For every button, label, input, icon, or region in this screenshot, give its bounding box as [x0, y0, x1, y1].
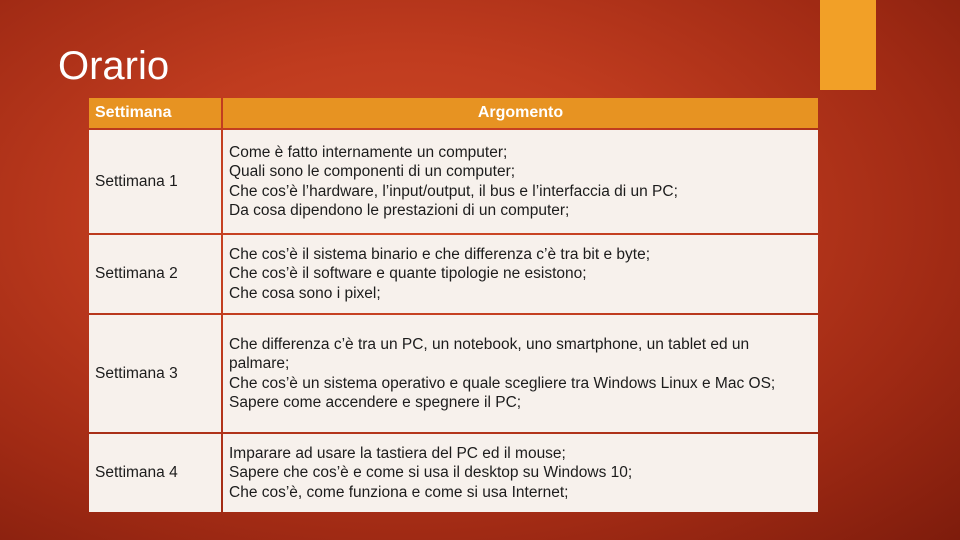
topic-line: Che cosa sono i pixel; — [229, 284, 381, 302]
topic-line: Sapere come accendere e spegnere il PC; — [229, 394, 522, 411]
header-topic: Argomento — [223, 98, 818, 128]
topic-line: Da cosa dipendono le prestazioni di un computer; — [229, 202, 570, 219]
topic-line: Che differenza c’è tra un PC, un notebook, uno smartphone, un tablet ed un palmare; — [229, 335, 750, 372]
topic-cell — [223, 315, 818, 432]
topic-line: Che cos’è il sistema binario e che differenza c’è tra bit e byte; — [229, 245, 651, 263]
topic-line: Imparare ad usare la tastiera del PC ed il mouse; — [229, 444, 566, 462]
table-row — [89, 235, 818, 313]
schedule-table — [87, 96, 820, 514]
header-row — [89, 98, 818, 128]
slide-title: Orario — [58, 44, 170, 88]
accent-bar — [820, 0, 876, 90]
topic-line: Che cos’è l’hardware, l’input/output, il bus e l’interfaccia di un PC; — [229, 182, 678, 200]
table-row — [89, 434, 818, 512]
topic-line: Quali sono le componenti di un computer; — [229, 163, 516, 180]
topic-line: Sapere che cos’è e come si usa il desktop su Windows 10; — [229, 464, 633, 482]
topic-line: Che cos’è, come funziona e come si usa Internet; — [229, 483, 569, 501]
week-cell: Settimana 1 — [89, 130, 221, 233]
topic-cell — [223, 235, 818, 313]
topic-cell — [223, 434, 818, 512]
topic-line: Che cos’è un sistema operativo e quale scegliere tra Windows Linux e Mac OS; — [229, 374, 776, 392]
header-week: Settimana — [89, 98, 221, 128]
topic-line: Che cos’è il software e quante tipologie ne esistono; — [229, 265, 587, 283]
table-row — [89, 130, 818, 233]
topic-cell — [223, 130, 818, 233]
week-cell: Settimana 2 — [89, 235, 221, 313]
week-cell: Settimana 3 — [89, 315, 221, 432]
table-row — [89, 315, 818, 432]
topic-line: Come è fatto internamente un computer; — [229, 143, 508, 161]
week-cell: Settimana 4 — [89, 434, 221, 512]
